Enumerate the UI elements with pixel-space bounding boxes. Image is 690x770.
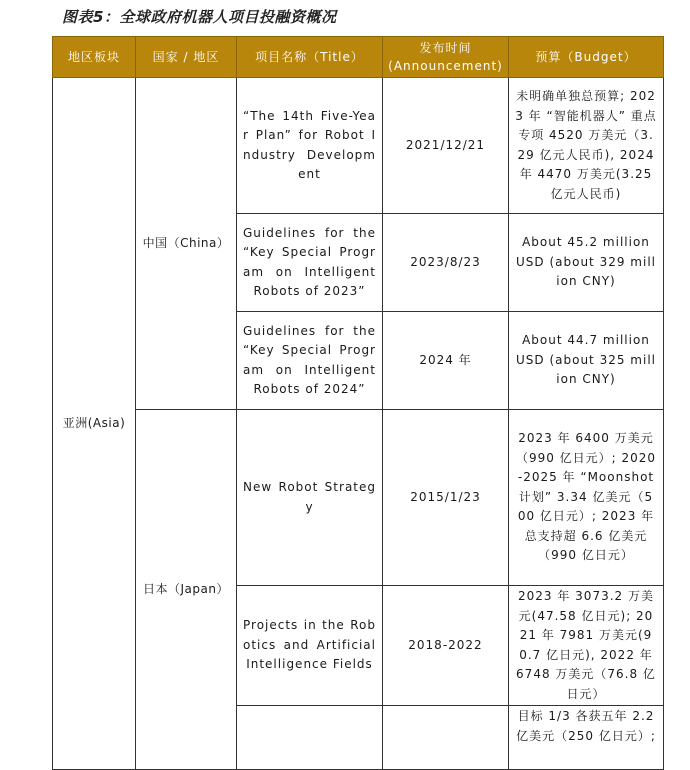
table-row — [53, 78, 664, 214]
table-header-row — [53, 37, 664, 78]
announcement-date-cell: 2015/1/23 — [383, 410, 509, 586]
announcement-date-cell: 2021/12/21 — [383, 78, 509, 214]
header-date-line1: 发布时间 — [419, 41, 472, 55]
announcement-date-cell: 2024 年 — [383, 312, 509, 410]
header-date — [383, 37, 509, 78]
announcement-date-cell: 2023/8/23 — [383, 214, 509, 312]
budget-cell: About 44.7 million USD (about 325 million CNY) — [509, 312, 664, 410]
budget-cell: About 45.2 million USD (about 329 million CNY) — [509, 214, 664, 312]
budget-cell: 2023 年 3073.2 万美元(47.58 亿日元); 2021 年 7981 万美元(90.7 亿日元), 2022 年 6748 万美元（76.8 亿日元） — [509, 586, 664, 706]
country-cell-china: 中国（China） — [136, 78, 237, 410]
project-title-cell: Guidelines for the “Key Special Program on Intelligent Robots of 2024” — [237, 312, 383, 410]
table-row — [53, 410, 664, 586]
project-title-cell: Guidelines for the “Key Special Program on Intelligent Robots of 2023” — [237, 214, 383, 312]
header-title: 项目名称（Title） — [237, 37, 383, 78]
government-robot-funding-table — [52, 36, 664, 770]
project-title-cell: New Robot Strategy — [237, 410, 383, 586]
country-cell-japan: 日本（Japan） — [136, 410, 237, 770]
figure-caption: 图表5：全球政府机器人项目投融资概况 — [62, 8, 337, 26]
region-cell: 亚洲(Asia) — [53, 78, 136, 770]
announcement-date-cell: 2018-2022 — [383, 586, 509, 706]
header-country: 国家 / 地区 — [136, 37, 237, 78]
budget-cell: 目标 1/3 各获五年 2.2 亿美元（250 亿日元）; — [509, 706, 664, 770]
header-region: 地区板块 — [53, 37, 136, 78]
project-title-cell — [237, 706, 383, 770]
project-title-cell: Projects in the Robotics and Artificial Intelligence Fields — [237, 586, 383, 706]
budget-cell: 2023 年 6400 万美元（990 亿日元）; 2020-2025 年 “Moonshot 计划” 3.34 亿美元（500 亿日元）; 2023 年总支持超 6.6 亿美元（990 亿日元） — [509, 410, 664, 586]
announcement-date-cell — [383, 706, 509, 770]
budget-cell: 未明确单独总预算; 2023 年 “智能机器人” 重点专项 4520 万美元（3.29 亿元人民币), 2024 年 4470 万美元(3.25 亿元人民币) — [509, 78, 664, 214]
header-budget: 预算（Budget） — [509, 37, 664, 78]
header-date-line2: (Announcement) — [388, 59, 503, 73]
project-title-cell: “The 14th Five-Year Plan” for Robot Industry Development — [237, 78, 383, 214]
